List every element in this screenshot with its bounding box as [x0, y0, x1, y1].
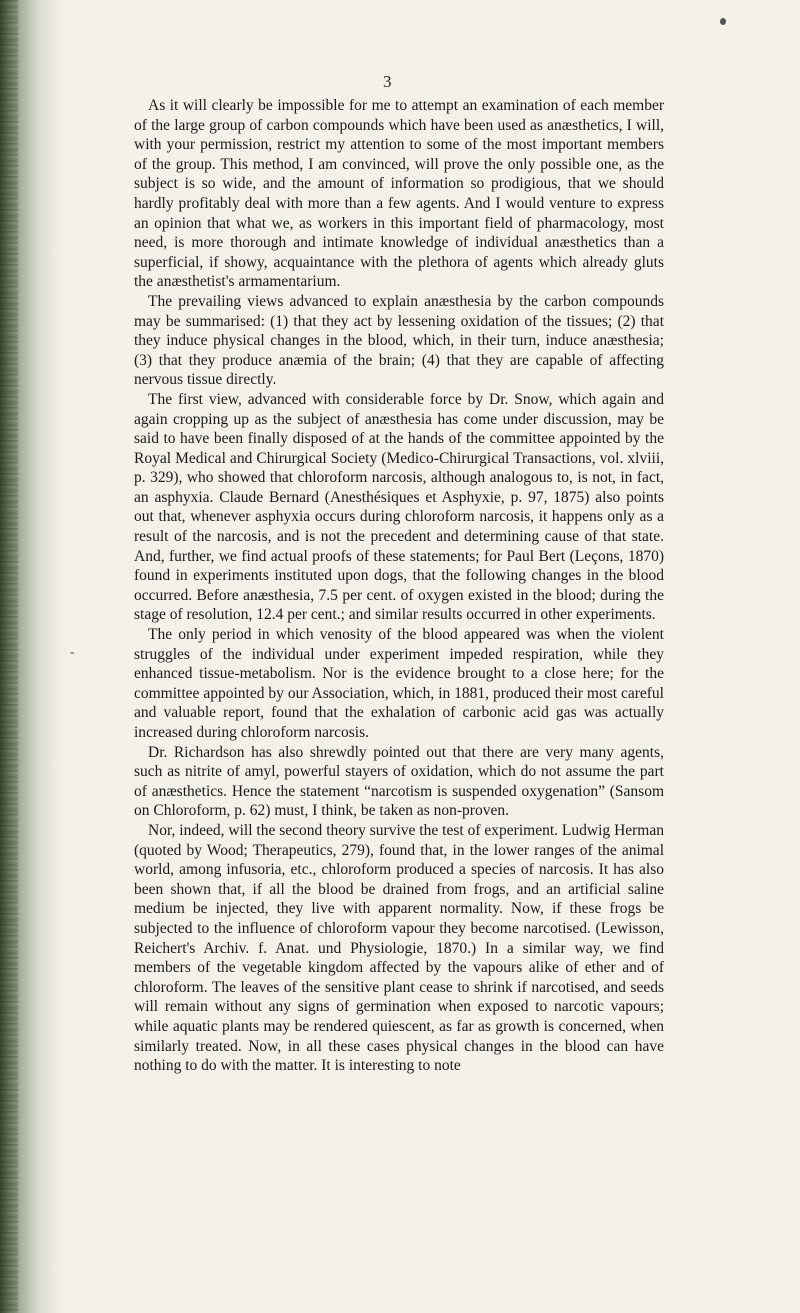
page-binding-texture: [0, 0, 18, 1313]
body-text: [134, 96, 664, 1076]
paragraph: The prevailing views advanced to explain anæsthesia by the carbon compounds may be summarised: (1) that they act by lessening oxidation of the tissues; (2) that they induce physical changes in the blood, which, in their turn, induce anæsthesia; (3) that they produce anæmia of the brain; (4) that they are capable of affecting nervous tissue directly.: [134, 292, 664, 389]
margin-mark: -: [70, 645, 75, 660]
page-number: 3: [383, 72, 392, 91]
paragraph: Dr. Richardson has also shrewdly pointed out that there are very many agents, such as nitrite of amyl, powerful stayers of oxidation, which do not assume the part of anæsthetics. Hence the statement “narcotism is suspended oxygenation” (Sansom on Chloroform, p. 62) must, I think, be taken as non-proven.: [134, 743, 664, 820]
paragraph: As it will clearly be impossible for me to attempt an examination of each member of the large group of carbon compounds which have been used as anæsthetics, I will, with your permission, restrict my attention to some of the most important members of the group. This method, I am convinced, will prove the only possible one, as the subject is so wide, and the amount of information so prodigious, that we should hardly profitably deal with more than a few agents. And I would venture to express an opinion that what we, as workers in this important field of pharmacology, most need, is more thorough and intimate knowledge of individual anæsthetics than a superficial, if showy, acquaintance with the plethora of agents which already gluts the anæsthetist's armamentarium.: [134, 97, 664, 291]
paragraph: The first view, advanced with considerable force by Dr. Snow, which again and again cropping up as the subject of anæsthesia has come under discussion, may be said to have been finally disposed of at the hands of the committee appointed by the Royal Medical and Chirurgical Society (Medico-Chirurgical Transactions, vol. xlviii, p. 329), who showed that chloroform narcosis, although analogous to, is not, in fact, an asphyxia. Claude Bernard (Anesthésiques et Asphyxie, p. 97, 1875) also points out that, whenever asphyxia occurs during chloroform narcosis, it happens only as a result of the narcosis, and is not the precedent and determining cause of that state. And, further, we find actual proofs of these statements; for Paul Bert (Leçons, 1870) found in experiments instituted upon dogs, that the following changes in the blood occurred. Before anæsthesia, 7.5 per cent. of oxygen existed in the blood; during the stage of resolution, 12.4 per cent.; and similar results occurred in other experiments.: [134, 390, 664, 624]
ink-dot: [720, 18, 726, 25]
paragraph: The only period in which venosity of the blood appeared was when the violent struggles of the individual under experiment impeded respiration, while they enhanced tissue-metabolism. Nor is the evidence brought to a close here; for the committee appointed by our Association, which, in 1881, produced their most careful and valuable report, found that the exhalation of carbonic acid gas was actually increased during chloroform narcosis.: [134, 626, 664, 741]
paragraph: Nor, indeed, will the second theory survive the test of experiment. Ludwig Herman (quoted by Wood; Therapeutics, 279), found that, in the lower ranges of the animal world, among infusoria, etc., chloroform produced a species of narcosis. It has also been shown that, if all the blood be drained from frogs, and an artificial saline medium be injected, they live with apparent normality. Now, if these frogs be subjected to the influence of chloroform vapour they become narcotised. (Lewisson, Reichert's Archiv. f. Anat. und Physiologie, 1870.) In a similar way, we find members of the vegetable kingdom affected by the vapours alike of ether and of chloroform. The leaves of the sensitive plant cease to shrink if narcotised, and seeds will remain without any signs of germination when exposed to narcotic vapours; while aquatic plants may be rendered quiescent, as far as growth is concerned, when similarly treated. Now, in all these cases physical changes in the blood can have nothing to do with the matter. It is interesting to note: [134, 821, 664, 1075]
